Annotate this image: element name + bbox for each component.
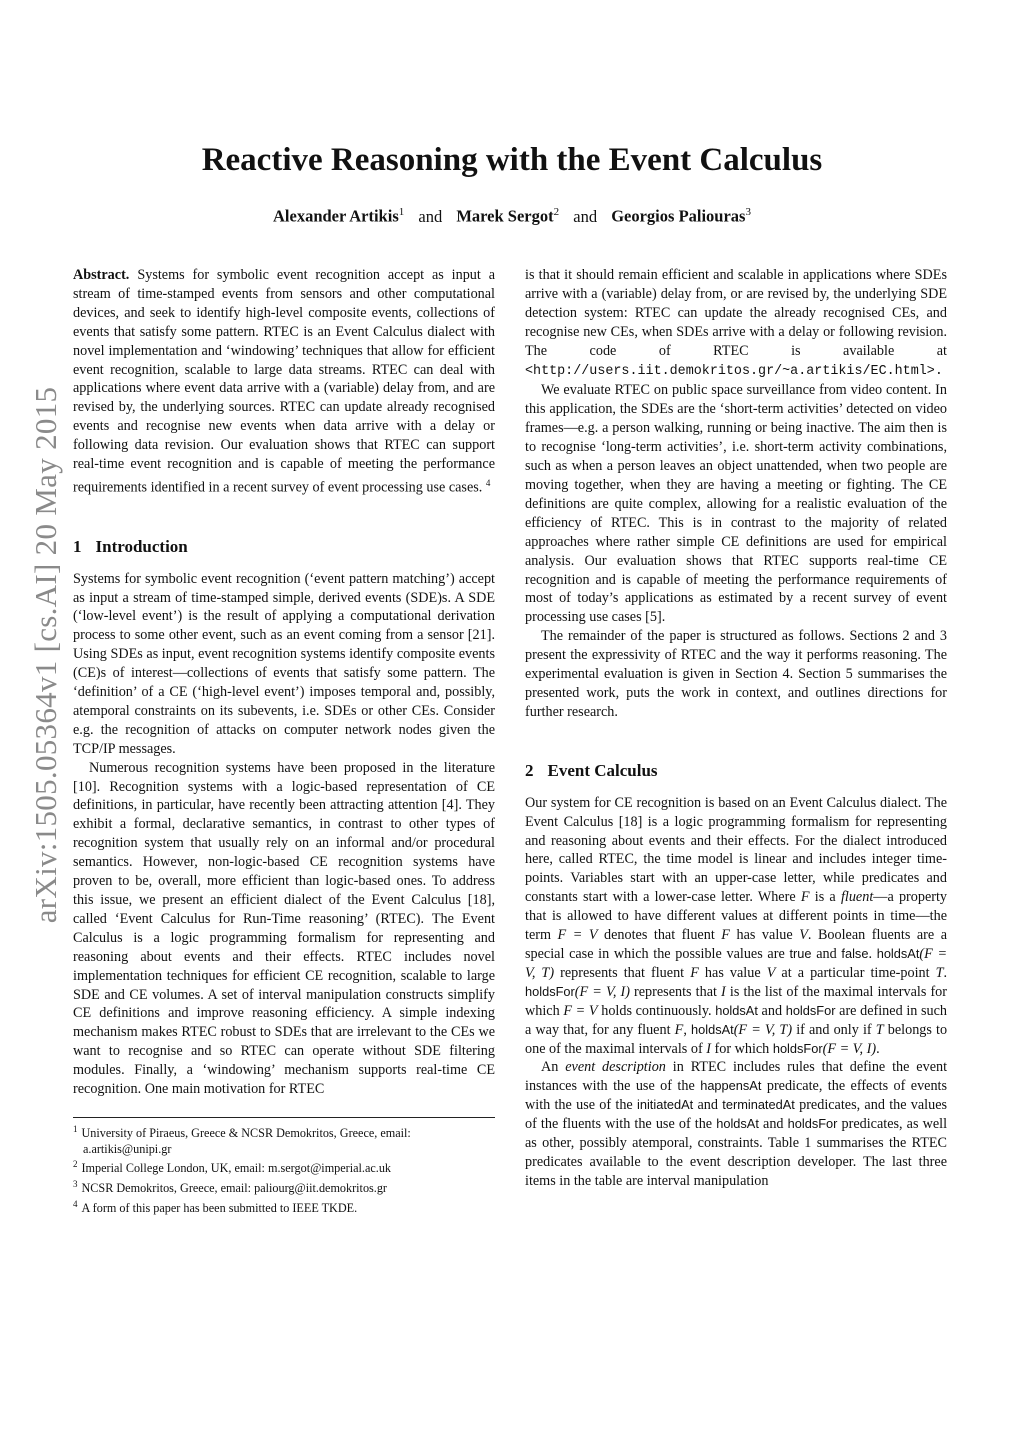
paragraph: Systems for symbolic event recognition (‘event pattern matching’) accept as input a stream of time-stamped simple, derived events (SDE)s. A SDE (‘low-level event’) is the result of applying a computational derivation process to some other event, such as an event coming from a sensor [21]. Using SDEs as input, event recognition systems identify composite events (CE)s of interest—collections of events that satisfy some pattern. The ‘definition’ of a CE (‘high-level event’) imposes temporal and, possibly, atemporal constraints on its subevents, i.e. SDEs or other CEs. Consider e.g. the recognition of attacks on computer network nodes given the TCP/IP messages. xyxy=(73,570,495,757)
math: I xyxy=(721,983,726,1000)
predicate: holdsAt xyxy=(715,1002,758,1018)
section-heading xyxy=(73,537,495,557)
footnote xyxy=(73,1197,495,1217)
arxiv-id: arXiv:1505.05364v1 [cs.AI] 20 May 2015 xyxy=(28,386,63,924)
predicate: true xyxy=(789,946,812,961)
text: has value xyxy=(736,927,793,944)
emphasis: event description xyxy=(565,1059,666,1076)
text: for which xyxy=(714,1040,770,1057)
math: V xyxy=(766,964,776,981)
arxiv-stamp xyxy=(26,250,66,1060)
math: F xyxy=(721,927,730,944)
paragraph: The remainder of the paper is structured as follows. Sections 2 and 3 present the expressivity of RTEC and the way it performs reasoning. The experimental evaluation is given in Section 4. Section 5 summarises the presented work, puts the work in context, and outlines directions for further research. xyxy=(525,628,947,720)
footnote-mark: 4 xyxy=(73,1198,78,1209)
footnote-rule xyxy=(73,1117,495,1118)
math: F xyxy=(800,889,810,906)
math: (F = V, T) xyxy=(525,946,948,981)
math: (F = V, I) xyxy=(822,1040,877,1057)
math: F xyxy=(674,1021,684,1038)
text: represents that xyxy=(634,983,717,1000)
math: (F = V, T) xyxy=(733,1021,793,1038)
text: in RTEC includes rules that define the event instances with the use of the xyxy=(525,1059,948,1095)
math: (F = V, I) xyxy=(574,983,630,1000)
math: I xyxy=(706,1040,711,1057)
affiliation-mark: 2 xyxy=(553,206,560,218)
text: and xyxy=(816,946,837,962)
footnote-mark: 2 xyxy=(73,1159,78,1170)
text: denotes that fluent xyxy=(604,927,715,944)
text: if and only if xyxy=(796,1021,872,1038)
author-line xyxy=(0,206,1024,227)
affiliation-mark: 1 xyxy=(398,206,405,218)
footnote-mark: 3 xyxy=(73,1178,78,1189)
footnote-ref: 4 xyxy=(485,477,491,488)
right-column xyxy=(525,266,947,1191)
author-separator: and xyxy=(573,206,598,226)
author-name: Georgios Paliouras xyxy=(611,206,746,226)
predicate: holdsAt xyxy=(876,946,920,961)
footnote xyxy=(73,1157,495,1177)
predicate: initiatedAt xyxy=(637,1097,694,1113)
text: is a xyxy=(814,889,836,906)
footnote-text: University of Piraeus, Greece & NCSR Demokritos, Greece, email: a.artikis@unipi.gr xyxy=(81,1126,411,1156)
text: and xyxy=(697,1097,718,1114)
text: . xyxy=(943,964,948,981)
abstract-text: Systems for symbolic event recognition accept as input a stream of time-stamped events from sensors and other computational devices, and seek to identify high-level composite events, collections of events that satisfy some pattern. RTEC is an Event Calculus dialect with novel implementation and ‘windowing’ techniques that allow for efficient event recognition, scalable to large data streams. RTEC can deal with applications where event data arrive with a (variable) delay from, and are revised by, the underlying sources. RTEC can update already recognised events and recognise new events when data arrive with a delay or following data revision. Our evaluation shows that RTEC can support real-time event recognition and is capable of meeting the performance requirements identified in a recent survey of event processing use cases. xyxy=(73,267,495,496)
text: —a property that is allowed to have different values at different points in time—the term xyxy=(525,889,948,944)
section-title: Introduction xyxy=(95,536,188,556)
text: Our system for CE recognition is based on an Event Calculus dialect. The Event Calculus [18] is a logic programming formalism for representing and reasoning about events and their effects. For the dialect introduced here, called RTEC, the time model is linear and includes integer time-points. Variables start with an upper-case letter, while predicates and constants start with a lower-case letter. Where xyxy=(525,794,947,906)
text: has value xyxy=(704,964,761,981)
math: T xyxy=(935,964,944,981)
abstract xyxy=(73,266,495,498)
section-number: 2 xyxy=(525,760,534,780)
footnote-text: NCSR Demokritos, Greece, email: paliourg@iit.demokritos.gr xyxy=(81,1180,387,1195)
text: are defined in such a way that, for any fluent xyxy=(525,1002,948,1038)
code-url-link[interactable]: <http://users.iit.demokritos.gr/~a.artikis/EC.html>. xyxy=(525,363,943,379)
text: predicate, the effects of events with the use of the xyxy=(525,1078,948,1114)
predicate: holdsAt xyxy=(691,1021,734,1037)
text: holds continuously. xyxy=(601,1002,712,1019)
predicate: holdsFor xyxy=(785,1002,836,1018)
left-column xyxy=(73,266,495,1099)
text: belongs to one of the maximal intervals of xyxy=(525,1021,948,1057)
footnotes xyxy=(73,1122,495,1216)
math: V xyxy=(799,927,808,944)
text: predicates, as well as other, possibly atemporal, constraints. Table 1 summarises the RTEC predicates available to the event description developer. The last three items in the table are interval manipulation xyxy=(525,1116,948,1189)
author-name: Alexander Artikis xyxy=(273,206,399,226)
predicate: holdsAt xyxy=(716,1116,759,1132)
section-title: Event Calculus xyxy=(547,760,658,780)
math: F = V xyxy=(557,927,598,944)
text: . Boolean fluents are a special case in which the possible values are xyxy=(525,927,948,962)
paragraph: We evaluate RTEC on public space surveillance from video content. In this application, the SDEs are the ‘short-term activities’ detected on video frames—e.g. a person walking, running or being inactive. The aim then is to recognise ‘long-term activities’, i.e. short-term activity combinations, such as when a person leaves an object unattended, when two people are moving together, when they are having a meeting or fighting. The CE definitions are quite complex, allowing for a realistic evaluation of the efficiency of RTEC. This is in contrast to the majority of related approaches where rather simple CE definitions are used for empirical analysis. Our evaluation shows that RTEC supports real-time CE recognition and is capable of meeting the performance requirements of most of today’s applications as estimated by a recent survey of event processing use cases [5]. xyxy=(525,382,947,626)
text: and xyxy=(763,1116,784,1133)
predicate: holdsFor xyxy=(787,1116,838,1132)
section-number: 1 xyxy=(73,536,82,556)
text: An xyxy=(541,1059,559,1076)
text: predicates, and the values of the fluents with the use of the xyxy=(525,1097,948,1133)
predicate: holdsFor xyxy=(525,983,575,999)
author-separator: and xyxy=(418,206,443,226)
text: . xyxy=(876,1040,880,1057)
paragraph xyxy=(525,266,947,381)
abstract-heading: Abstract. xyxy=(73,267,130,283)
paragraph xyxy=(525,794,947,1059)
paper-title: Reactive Reasoning with the Event Calculus xyxy=(201,142,823,178)
footnote-text: Imperial College London, UK, email: m.sergot@imperial.ac.uk xyxy=(81,1161,392,1176)
section-heading xyxy=(525,761,947,781)
text: represents that fluent xyxy=(560,964,685,981)
affiliation-mark: 3 xyxy=(745,206,751,218)
predicate: happensAt xyxy=(700,1078,762,1094)
text: . xyxy=(868,946,872,962)
footnote xyxy=(73,1122,495,1157)
paragraph xyxy=(525,1058,947,1190)
text: at a particular time-point xyxy=(781,964,930,981)
math: T xyxy=(875,1021,884,1038)
emphasis: fluent xyxy=(840,889,874,906)
math: F xyxy=(690,964,699,981)
footnote-mark: 1 xyxy=(73,1124,78,1134)
text: , xyxy=(683,1021,687,1038)
paragraph-text: is that it should remain efficient and scalable in applications where SDEs arrive with a (variable) delay from, or are revised by, the underlying SDE detection system: RTEC can update the already recognised CEs, and recognise new CEs, when SDEs arrive with a delay or following revision. The code of RTEC is available at xyxy=(525,267,947,359)
footnote-text: A form of this paper has been submitted to IEEE TKDE. xyxy=(81,1200,358,1215)
author-name: Marek Sergot xyxy=(456,206,554,226)
text: and xyxy=(761,1002,783,1019)
predicate: false xyxy=(841,946,869,961)
paragraph: Numerous recognition systems have been proposed in the literature [10]. Recognition systems with a logic-based representation of CE definitions, in particular, have recently been attracting attention [4]. They exhibit a formal, declarative semantics, in contrast to other types of recognition system that usually rely on an informal and/or procedural semantics. However, non-logic-based CE recognition systems have proven to be, overall, more efficient than logic-based ones. To address this issue, we present an efficient dialect of the Event Calculus [18], called ‘Event Calculus for Run-Time reasoning’ (RTEC). The Event Calculus is a logic programming formalism for representing and reasoning about events and their effects. RTEC includes novel implementation techniques for efficient CE recognition, scalable to large SDE and CE volumes. A set of interval manipulation constructs simplify CE definitions and improve reasoning efficiency. A simple indexing mechanism makes RTEC robust to SDEs that are irrelevant to the CEs we want to recognise and so RTEC can operate without SDE filtering modules. Finally, a ‘windowing’ mechanism supports real-time CE recognition. One main motivation for RTEC xyxy=(73,759,495,1098)
footnote xyxy=(73,1177,495,1197)
predicate: terminatedAt xyxy=(722,1097,795,1113)
math: F = V xyxy=(563,1002,598,1019)
predicate: holdsFor xyxy=(772,1040,823,1056)
text: is the list of the maximal intervals for which xyxy=(525,983,947,1019)
